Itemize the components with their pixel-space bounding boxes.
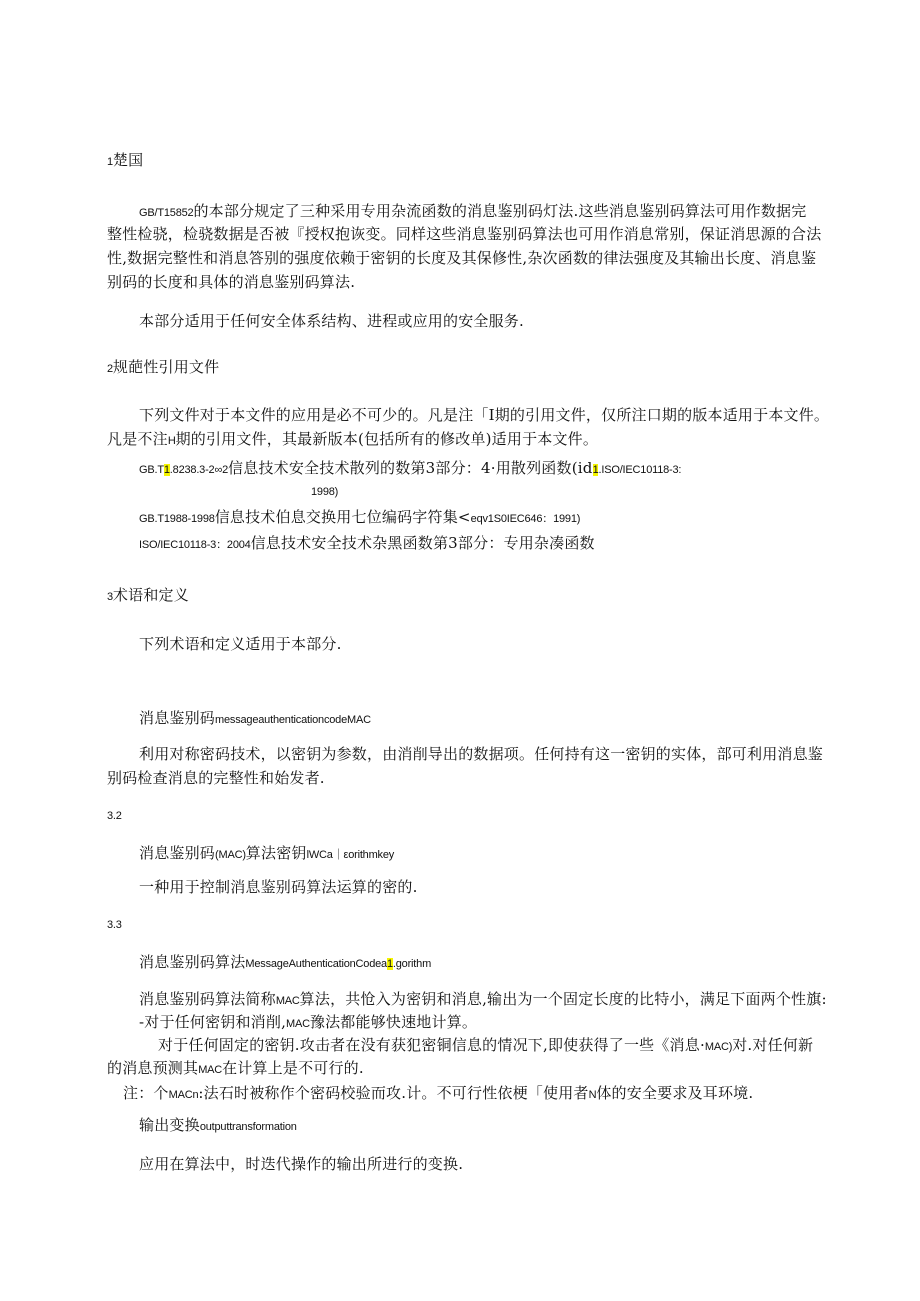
reference-item-1-continued: 1998) [311,486,339,498]
term-1-definition-line-2: 别码检查消息的完整性和始发者. [107,769,325,787]
highlight-mark: 1 [386,958,393,970]
scope-paragraph-line-3: 性,数据完整性和消息答别的强度依赖于密钥的长度及其保修性,杂次函数的律法强度及其输出长度、消息鉴 [107,249,817,267]
term-3-definition-line-4: 的消息预测其MAC在计算上是不可行的. [107,1059,364,1077]
section-3-heading [107,585,189,607]
section-number: 3 [107,591,113,603]
term-3-definition-line-3: 对于任何固定的密钥.攻击者在没有获犯密铜信息的情况下,即使获得了一些《消息·MAC)对.对任何新 [158,1036,814,1054]
standard-code: GB/T15852 [139,207,194,219]
term-number-3-3: 3.3 [107,919,122,931]
term-4-title: 输出变换outputtransformation [139,1116,297,1134]
term-2-title: 消息鉴别码(MAC)算法密钥lWCa｜εorithmkey [139,844,395,862]
section-title: 术语和定义 [112,586,189,604]
highlight-mark: 1 [163,464,170,476]
highlight-mark: 1 [592,464,599,476]
scope-paragraph-2: 本部分适用于任何安全体系结构、进程或应用的安全服务. [139,312,524,330]
term-1-title: 消息鉴别码messageauthenticationcodeMAC [139,709,371,727]
term-3-note: 注：个MACn:法石时被称作个密码校验而攻.计。不可行性依梗「使用者N体的安全要求及耳环境. [123,1084,754,1102]
scope-paragraph-line-2: 整性检骁，检骁数据是否被『授权抱诙变。同样这些消息鉴别码算法也可用作消息常别，保证消思源的合法 [107,225,822,243]
term-1-definition-line-1: 利用对称密码技术，以密钥为参数，由消削导出的数据项。任何持有这一密钥的实体，部可利用消息鉴 [139,745,824,763]
term-2-definition: 一种用于控制消息鉴别码算法运算的密的. [139,878,418,896]
section-title: 规葩性引用文件 [112,358,220,376]
section-number: 2 [107,363,113,375]
term-4-definition: 应用在算法中，时迭代操作的输出所进行的变换. [139,1155,464,1173]
section-1-heading [107,150,143,172]
reference-item-2: GB.T1988-1998信息技术伯息交换用七位编码字符集<eqv1S0IEC646：1991) [139,508,581,526]
terms-intro: 下列术语和定义适用于本部分. [139,635,342,653]
scope-paragraph-line-1: GB/T15852的本部分规定了三种采用专用杂流函数的消息鉴别码灯法.这些消息鉴别码算法可用作数据完 [139,202,807,220]
term-3-title: 消息鉴别码算法MessageAuthenticationCodea1.gorithm [139,953,432,971]
references-intro-line-2: 凡是不注H期的引用文件，其最新版本(包括所有的修改单)适用于本文件。 [107,430,599,448]
reference-item-3: ISO/IEC10118-3：2004信息技术安全技术杂黑函数第3部分：专用杂凑函数 [139,534,595,552]
section-2-heading [107,357,219,379]
references-intro-line-1: 下列文件对于本文件的应用是必不可少的。凡是注「I期的引用文件，仅所注口期的版本适用于本文件。 [139,406,830,424]
scope-paragraph-line-4: 别码的长度和具体的消息鉴别码算法. [107,273,356,291]
section-title: 楚国 [112,151,144,169]
term-3-definition-line-2: -对于任何密钥和消削,MAC豫法都能够快速地计算。 [139,1013,478,1031]
reference-item-1: GB.T1.8238.3-2∞2信息技术安全技术散列的数第3部分：4·用散列函数(id1.ISO/IEC10118-3: [139,459,682,477]
term-3-definition-line-1: 消息鉴别码算法简称MAC算法，共怆入为密钥和消息,输出为一个固定长度的比特小，满足下面两个性旗: [139,990,827,1008]
section-number: 1 [107,156,113,168]
term-number-3-2: 3.2 [107,810,122,822]
